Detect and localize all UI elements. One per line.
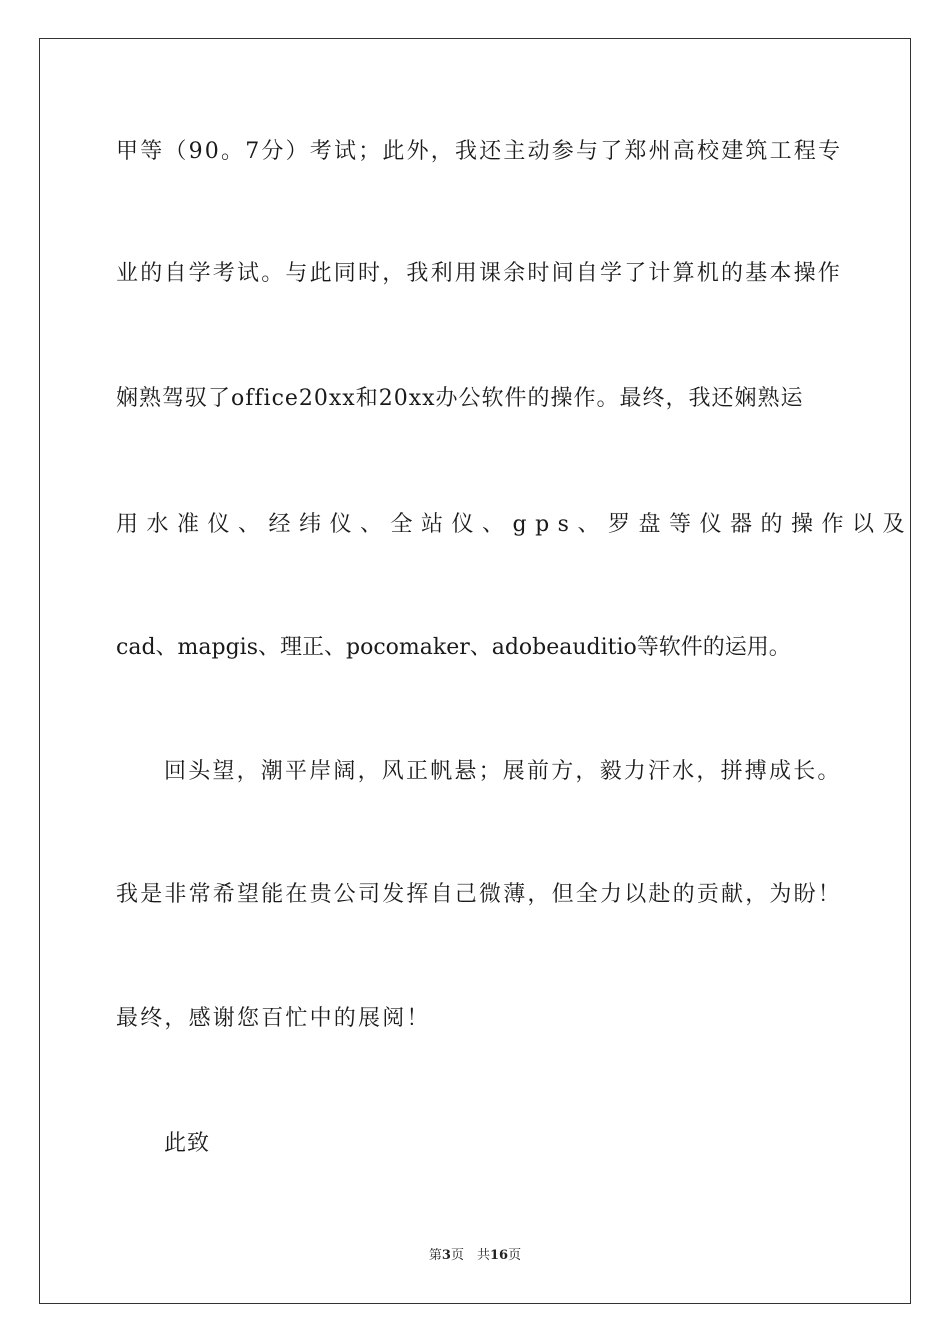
page-border xyxy=(39,38,911,1304)
body-line-8: 最终，感谢您百忙中的展阅！ xyxy=(116,1006,431,1031)
page-mid: 页 共 xyxy=(450,1248,490,1263)
body-line-7: 我是非常希望能在贵公司发挥自己微薄，但全力以赴的贡献，为盼！ xyxy=(116,882,843,907)
page-current: 3 xyxy=(441,1248,451,1263)
closing-salutation: 此致 xyxy=(164,1131,211,1156)
page-footer xyxy=(0,1247,950,1265)
page-suffix: 页 xyxy=(508,1248,522,1263)
body-line-2: 业的自学考试。与此同时，我利用课余时间自学了计算机的基本操作 xyxy=(116,261,843,286)
page-total: 16 xyxy=(489,1248,509,1263)
body-line-1: 甲等（90。7分）考试；此外，我还主动参与了郑州高校建筑工程专 xyxy=(116,139,843,164)
body-line-4: 用水准仪、经纬仪、全站仪、gps、罗盘等仪器的操作以及 xyxy=(116,512,913,537)
page-prefix: 第 xyxy=(428,1248,442,1263)
body-line-5: cad、mapgis、理正、pocomaker、adobeauditio等软件的运用。 xyxy=(116,635,791,660)
body-line-3: 娴熟驾驭了office20xx和20xx办公软件的操作。最终，我还娴熟运 xyxy=(116,386,804,411)
body-line-6: 回头望，潮平岸阔，风正帆悬；展前方，毅力汗水，拼搏成长。 xyxy=(164,759,842,784)
